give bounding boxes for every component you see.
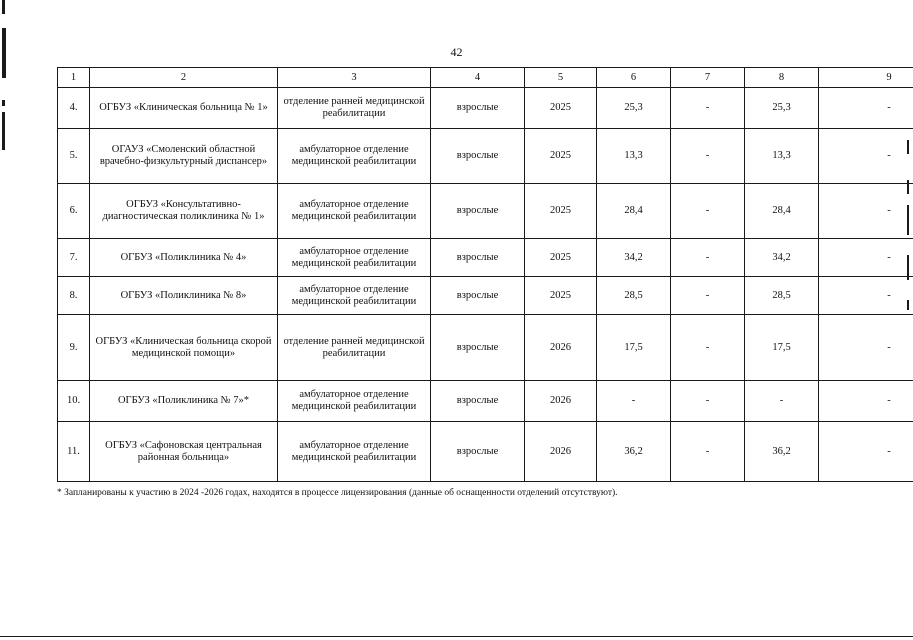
value-cell: - — [819, 315, 913, 381]
table-row — [58, 184, 913, 239]
value-cell: - — [671, 184, 745, 239]
value-cell: 36,2 — [597, 422, 671, 482]
organization-cell: ОГБУЗ «Клиническая больница № 1» — [90, 88, 278, 129]
year-cell: 2025 — [525, 184, 597, 239]
organization-cell: ОГБУЗ «Сафоновская центральная районная больница» — [90, 422, 278, 482]
value-cell: - — [745, 381, 819, 422]
table-row — [58, 315, 913, 381]
department-cell: отделение ранней медицинской реабилитации — [278, 315, 431, 381]
department-cell: амбулаторное отделение медицинской реабилитации — [278, 239, 431, 277]
value-cell: 25,3 — [745, 88, 819, 129]
organization-cell: ОГБУЗ «Поликлиника № 8» — [90, 277, 278, 315]
value-cell: - — [671, 422, 745, 482]
value-cell: 28,5 — [745, 277, 819, 315]
column-header: 7 — [671, 68, 745, 88]
data-table — [57, 67, 913, 482]
department-cell: амбулаторное отделение медицинской реабилитации — [278, 184, 431, 239]
column-header: 1 — [58, 68, 90, 88]
table-row — [58, 277, 913, 315]
category-cell: взрослые — [431, 381, 525, 422]
value-cell: - — [597, 381, 671, 422]
organization-cell: ОГБУЗ «Поликлиника № 4» — [90, 239, 278, 277]
value-cell: 28,5 — [597, 277, 671, 315]
organization-cell: ОГАУЗ «Смоленский областной врачебно-физкультурный диспансер» — [90, 129, 278, 184]
value-cell: 25,3 — [597, 88, 671, 129]
table-row — [58, 239, 913, 277]
value-cell: - — [671, 381, 745, 422]
value-cell: - — [671, 277, 745, 315]
category-cell: взрослые — [431, 315, 525, 381]
row-number: 11. — [58, 422, 90, 482]
year-cell: 2025 — [525, 129, 597, 184]
department-cell: амбулаторное отделение медицинской реабилитации — [278, 422, 431, 482]
table-row — [58, 381, 913, 422]
table-row — [58, 129, 913, 184]
value-cell: 36,2 — [745, 422, 819, 482]
column-header: 6 — [597, 68, 671, 88]
table-header-row — [58, 68, 913, 88]
value-cell: - — [671, 315, 745, 381]
category-cell: взрослые — [431, 184, 525, 239]
value-cell: - — [671, 88, 745, 129]
organization-cell: ОГБУЗ «Поликлиника № 7»* — [90, 381, 278, 422]
organization-cell: ОГБУЗ «Клиническая больница скорой медицинской помощи» — [90, 315, 278, 381]
year-cell: 2025 — [525, 277, 597, 315]
row-number: 9. — [58, 315, 90, 381]
scan-bottom-edge — [0, 636, 913, 637]
value-cell: - — [819, 381, 913, 422]
column-header: 8 — [745, 68, 819, 88]
value-cell: - — [819, 88, 913, 129]
year-cell: 2025 — [525, 88, 597, 129]
row-number: 4. — [58, 88, 90, 129]
row-number: 6. — [58, 184, 90, 239]
value-cell: 17,5 — [597, 315, 671, 381]
value-cell: 28,4 — [745, 184, 819, 239]
category-cell: взрослые — [431, 422, 525, 482]
row-number: 8. — [58, 277, 90, 315]
department-cell: амбулаторное отделение медицинской реабилитации — [278, 381, 431, 422]
category-cell: взрослые — [431, 129, 525, 184]
value-cell: 13,3 — [597, 129, 671, 184]
category-cell: взрослые — [431, 239, 525, 277]
row-number: 7. — [58, 239, 90, 277]
value-cell: 17,5 — [745, 315, 819, 381]
scan-edge-mark — [2, 100, 5, 106]
row-number: 5. — [58, 129, 90, 184]
column-header: 9 — [819, 68, 913, 88]
value-cell: - — [819, 277, 913, 315]
value-cell: - — [819, 129, 913, 184]
value-cell: - — [819, 184, 913, 239]
category-cell: взрослые — [431, 88, 525, 129]
table-footnote: * Запланированы к участию в 2024 -2026 годах, находятся в процессе лицензирования (данные об оснащенности отделений отсутствуют). — [57, 488, 618, 498]
value-cell: - — [671, 129, 745, 184]
column-header: 4 — [431, 68, 525, 88]
year-cell: 2026 — [525, 315, 597, 381]
value-cell: 28,4 — [597, 184, 671, 239]
row-number: 10. — [58, 381, 90, 422]
table-row — [58, 422, 913, 482]
year-cell: 2025 — [525, 239, 597, 277]
value-cell: 13,3 — [745, 129, 819, 184]
column-header: 2 — [90, 68, 278, 88]
organization-cell: ОГБУЗ «Консультативно-диагностическая поликлиника № 1» — [90, 184, 278, 239]
column-header: 3 — [278, 68, 431, 88]
scan-edge-mark — [2, 0, 5, 14]
page-number: 42 — [450, 45, 463, 59]
column-header: 5 — [525, 68, 597, 88]
value-cell: - — [819, 239, 913, 277]
year-cell: 2026 — [525, 422, 597, 482]
department-cell: амбулаторное отделение медицинской реабилитации — [278, 129, 431, 184]
scan-edge-mark — [2, 112, 5, 150]
department-cell: отделение ранней медицинской реабилитации — [278, 88, 431, 129]
department-cell: амбулаторное отделение медицинской реабилитации — [278, 277, 431, 315]
category-cell: взрослые — [431, 277, 525, 315]
value-cell: 34,2 — [597, 239, 671, 277]
table-row — [58, 88, 913, 129]
value-cell: - — [819, 422, 913, 482]
value-cell: 34,2 — [745, 239, 819, 277]
value-cell: - — [671, 239, 745, 277]
year-cell: 2026 — [525, 381, 597, 422]
